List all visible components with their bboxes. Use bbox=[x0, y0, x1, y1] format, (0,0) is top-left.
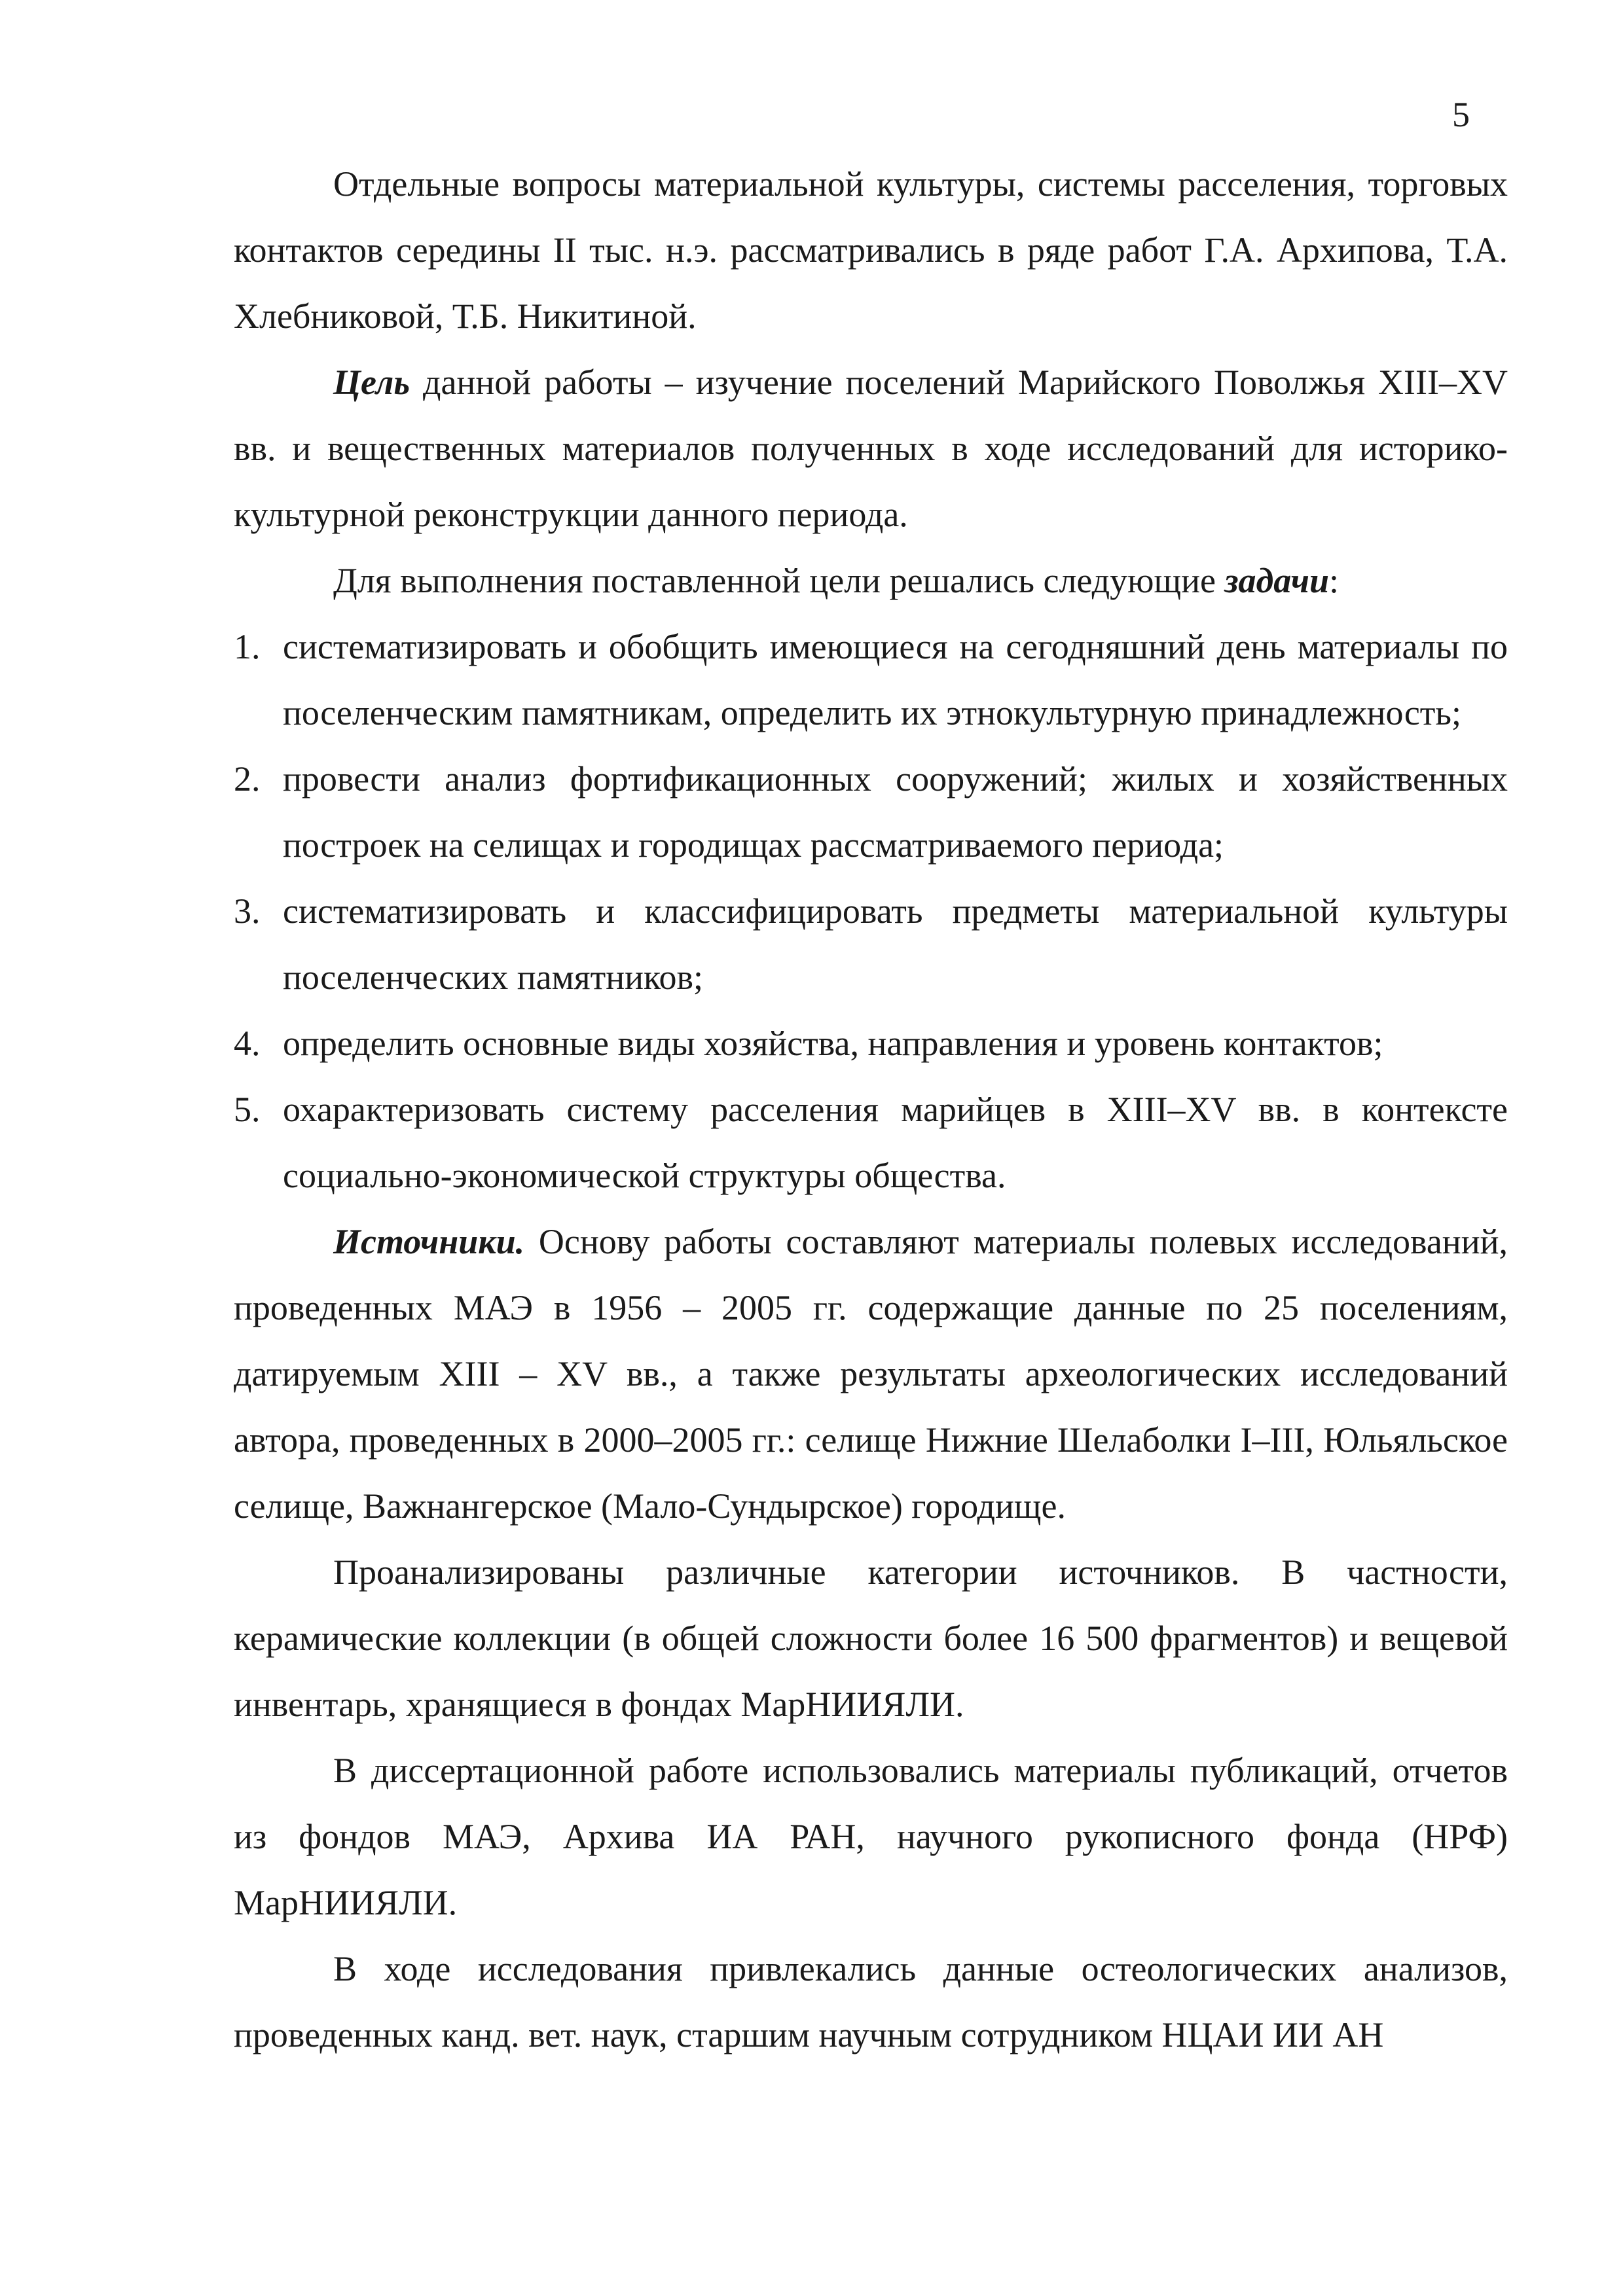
paragraph-sources bbox=[234, 1209, 1508, 1539]
tasks-intro-text: Для выполнения поставленной цели решались следующие bbox=[333, 561, 1225, 600]
list-item bbox=[234, 746, 1508, 878]
tasks-list bbox=[234, 614, 1508, 1209]
goal-text: данной работы – изучение поселений Марийского Поволжья XIII–XV вв. и вещественных материалов полученных в ходе исследований для историко-культурной реконструкции данного периода. bbox=[234, 363, 1508, 534]
tasks-colon: : bbox=[1328, 561, 1339, 600]
list-item bbox=[234, 1011, 1508, 1077]
sources-term: Источники. bbox=[333, 1222, 525, 1261]
tasks-term: задачи bbox=[1224, 561, 1329, 600]
list-item-text: систематизировать и обобщить имеющиеся на сегодняшний день материалы по поселенческим памятникам, определить их этнокультурную принадлежность; bbox=[283, 627, 1508, 732]
list-item-number: 3. bbox=[234, 891, 261, 931]
list-item bbox=[234, 1077, 1508, 1209]
list-item bbox=[234, 614, 1508, 746]
document-body bbox=[234, 151, 1508, 2068]
list-item-number: 1. bbox=[234, 627, 261, 666]
list-item-text: определить основные виды хозяйства, направления и уровень контактов; bbox=[283, 1024, 1383, 1063]
list-item-number: 4. bbox=[234, 1024, 261, 1063]
sources-text: Основу работы составляют материалы полевых исследований, проведенных МАЭ в 1956 – 2005 гг. содержащие данные по 25 поселениям, датируемым XIII – XV вв., а также результаты археологических исследований автора, проведенных в 2000–2005 гг.: селище Нижние Шелаболки I–III, Юльяльское селище, Важнангерское (Мало-Сундырское) городище. bbox=[234, 1222, 1508, 1526]
paragraph-analyzed-sources: Проанализированы различные категории источников. В частности, керамические коллекции (в общей сложности более 16 500 фрагментов) и вещевой инвентарь, хранящиеся в фондах МарНИИЯЛИ. bbox=[234, 1552, 1508, 1724]
paragraph-materials: В диссертационной работе использовались материалы публикаций, отчетов из фондов МАЭ, Архива ИА РАН, научного рукописного фонда (НРФ) МарНИИЯЛИ. bbox=[234, 1751, 1508, 1922]
goal-term: Цель bbox=[333, 363, 410, 402]
page-number: 5 bbox=[1452, 95, 1470, 134]
paragraph-osteology: В ходе исследования привлекались данные остеологических анализов, проведенных канд. вет. наук, старшим научным сотрудником НЦАИ ИИ АН bbox=[234, 1949, 1508, 2054]
list-item bbox=[234, 878, 1508, 1011]
paragraph-goal bbox=[234, 350, 1508, 548]
list-item-number: 2. bbox=[234, 759, 261, 798]
list-item-text: провести анализ фортификационных сооружений; жилых и хозяйственных построек на селищах и городищах рассматриваемого периода; bbox=[283, 759, 1508, 865]
list-item-number: 5. bbox=[234, 1090, 261, 1129]
list-item-text: систематизировать и классифицировать предметы материальной культуры поселенческих памятников; bbox=[283, 891, 1508, 997]
paragraph-prior-research: Отдельные вопросы материальной культуры, системы расселения, торговых контактов середины II тыс. н.э. рассматривались в ряде работ Г.А. Архипова, Т.А. Хлебниковой, Т.Б. Никитиной. bbox=[234, 164, 1508, 336]
list-item-text: охарактеризовать систему расселения марийцев в XIII–XV вв. в контексте социально-экономической структуры общества. bbox=[283, 1090, 1508, 1195]
paragraph-tasks-intro bbox=[234, 548, 1508, 614]
